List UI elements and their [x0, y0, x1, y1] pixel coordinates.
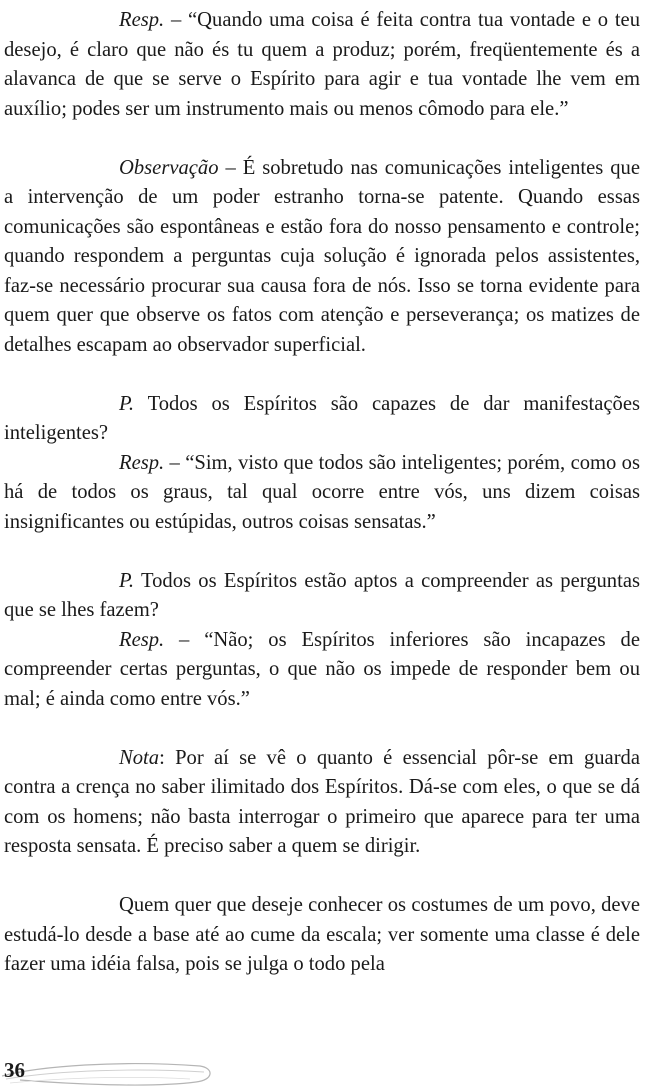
- page-footer: [0, 1030, 647, 1089]
- note-label: Nota: [119, 746, 160, 769]
- paragraph-gap: [4, 714, 640, 744]
- question-paragraph: [4, 390, 640, 449]
- answer-paragraph: [4, 449, 640, 538]
- note-paragraph: [4, 744, 640, 862]
- answer-paragraph: [4, 6, 640, 124]
- answer-label: Resp.: [119, 9, 165, 31]
- question-text: Todos os Espíritos são capazes de dar manifestações inteligentes?: [4, 392, 640, 444]
- observation-text: – É sobretudo nas comunicações inteligentes que a intervenção de um poder estranho torna-se patente. Quando essas comunicações são espontâneas e estão fora do nosso pensamento e controle; quando respondem a perguntas cuja solução é ignorada pelos assistentes, faz-se necessário procurar sua causa fora de nós. Isso se torna evidente para quem quer que observe os fatos com atenção e perseverança; os matizes de detalhes escapam ao observador superficial.: [4, 156, 640, 356]
- paragraph-gap: [4, 537, 640, 567]
- question-text: Todos os Espíritos estão aptos a compreender as perguntas que se lhes fazem?: [4, 569, 640, 621]
- page-number: 36: [4, 1058, 25, 1082]
- body-paragraph: [4, 891, 640, 980]
- answer-paragraph: [4, 626, 640, 715]
- answer-label: Resp.: [119, 628, 165, 651]
- question-paragraph: [4, 567, 640, 626]
- answer-text: – “Quando uma coisa é feita contra tua vontade e o teu desejo, é claro que não és tu quem a produz; porém, freqüentemente és a alavanca de que se serve o Espírito para agir e tua vontade lhe vem em auxílio; podes ser um instrumento mais ou menos cômodo para ele.”: [4, 9, 640, 120]
- question-label: P.: [119, 569, 135, 592]
- answer-text: – “Sim, visto que todos são inteligentes; porém, como os há de todos os graus, tal qual ocorre entre vós, uns dizem coisas insignificantes ou estúpidas, outros coisas sensatas.”: [4, 451, 640, 533]
- paragraph-gap: [4, 360, 640, 390]
- question-label: P.: [119, 392, 135, 415]
- paragraph-gap: [4, 862, 640, 892]
- observation-label: Observação: [119, 156, 219, 179]
- observation-paragraph: [4, 154, 640, 361]
- answer-text: – “Não; os Espíritos inferiores são incapazes de compreender certas perguntas, o que não os impede de responder bem ou mal; é ainda como entre vós.”: [4, 628, 640, 710]
- page-body: [4, 6, 640, 980]
- answer-label: Resp.: [119, 451, 165, 474]
- note-text: : Por aí se vê o quanto é essencial pôr-se em guarda contra a crença no saber ilimitado dos Espíritos. Dá-se com eles, o que se dá com os homens; não basta interrogar o primeiro que aparece para ter uma resposta sensata. É preciso saber a quem se dirigir.: [4, 746, 640, 857]
- paragraph-gap: [4, 124, 640, 154]
- body-text: Quem quer que deseje conhecer os costumes de um povo, deve estudá-lo desde a base até ao cume da escala; ver somente uma classe é dele fazer uma idéia falsa, pois se julga o todo pela: [4, 894, 640, 975]
- footer-swoosh-ornament: [0, 1030, 240, 1089]
